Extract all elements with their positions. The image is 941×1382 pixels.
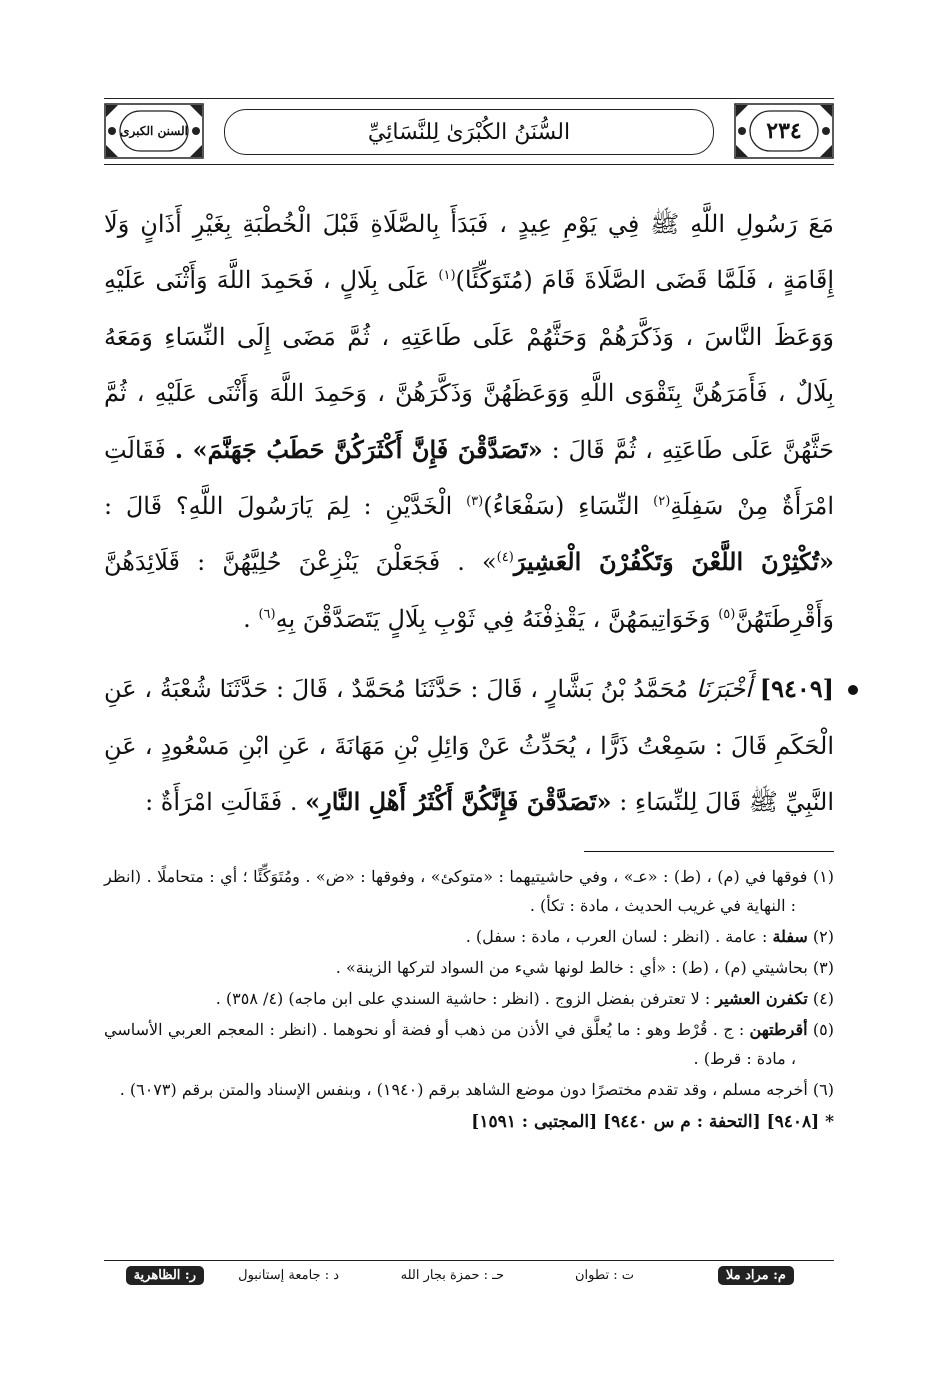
footnote-6: (٦) أخرجه مسلم ، وقد تقدم مختصرًا دون موضع الشاهد برقم (١٩٤٠) ، وبنفس الإسناد والمتن برقم (٦٠٧٣) .	[119, 1080, 834, 1099]
footnote-separator	[584, 851, 834, 852]
footnote-mark: (٤)	[496, 550, 514, 566]
footer-rule	[104, 1260, 834, 1261]
manuscript-key	[104, 1262, 834, 1292]
book-emblem: السنن الكبرى	[120, 124, 188, 138]
bullet-icon	[848, 685, 858, 695]
footnote-mark: (٦)	[258, 606, 276, 622]
footnote-mark: (٥)	[718, 606, 736, 622]
hadith-paragraph-2: [٩٤٠٩] أَخْبَرَنَا مُحَمَّدُ بْنُ بَشَّارٍ ، قَالَ : حَدَّثَنَا مُحَمَّدٌ ، قَالَ : حَدَّثَنَا شُعْبَةُ ، عَنِ الْحَكَمِ قَالَ : سَمِعْتُ ذَرًّا ، يُحَدِّثُ عَنْ وَائِلِ بْنِ مَهَانَةَ ، عَنِ ابْنِ مَسْعُودٍ ، عَنِ النَّبِيِّ ﷺ قَالَ لِلنِّسَاءِ : «تَصَدَّقْنَ فَإِنَّكُنَّ أَكْثَرُ أَهْلِ النَّارِ» . فَقَالَتِ امْرَأَةٌ :	[104, 661, 834, 830]
main-text	[104, 196, 834, 830]
prophet-saying: «تَصَدَّقْنَ فَإِنَّ أَكْثَرَكُنَّ حَطَبُ جَهَنَّمَ» .	[174, 434, 543, 464]
footnote-1: (١) فوقها في (م) ، (ط) : «عـ» ، وفي حاشيتيهما : «متوكئ» ، وفوقها : «ض» . ومُتَوَكِّئًا ؛ أي : متحاملًا . (انظر : النهاية في غريب الحديث ، مادة : تكأ) .	[104, 867, 834, 915]
footnote-mark: (٢)	[653, 494, 671, 510]
footnote-5: (٥) أقرطتهن : ج . قُرْط وهو : ما يُعلَّق في الأذن من ذهب أو فضة أو نحوهما . (انظر : المعجم العربي الأساسي ، مادة : قرط) .	[104, 1020, 834, 1068]
manuscript-h: حـ : حمزة بجار الله	[400, 1268, 504, 1283]
header-bottom-rule	[104, 164, 834, 165]
prophet-saying: «تَصَدَّقْنَ فَإِنَّكُنَّ أَكْثَرُ أَهْلِ النَّارِ»	[305, 787, 612, 817]
footnote-2: (٢) سفلة : عامة . (انظر : لسان العرب ، مادة : سفل) .	[465, 927, 834, 946]
akhbarana-word: أَخْبَرَنَا	[695, 675, 752, 704]
manuscript-d: د : جامعة إستانبول	[238, 1268, 339, 1283]
hadith-paragraph-1: مَعَ رَسُولِ اللَّهِ ﷺ فِي يَوْمِ عِيدٍ ، فَبَدَأَ بِالصَّلَاةِ قَبْلَ الْخُطْبَةِ بِغَيْرِ أَذَانٍ وَلَا إِقَامَةٍ ، فَلَمَّا قَضَى الصَّلَاةَ قَامَ (مُتَوَكِّئًا)$^{(١)}$ عَلَى بِلَالٍ ، فَحَمِدَ اللَّهَ وَأَثْنَى عَلَيْهِ وَوَعَظَ النَّاسَ ، وَذَكَّرَهُمْ وَحَثَّهُمْ عَلَى طَاعَتِهِ ، ثُمَّ مَضَى إِلَى النِّسَاءِ وَمَعَهُ بِلَالٌ ، فَأَمَرَهُنَّ بِتَقْوَى اللَّهِ وَوَعَظَهُنَّ وَذَكَّرَهُنَّ ، وَحَمِدَ اللَّهَ وَأَثْنَى عَلَيْهِ ، ثُمَّ حَثَّهُنَّ عَلَى طَاعَتِهِ ، ثُمَّ قَالَ : «تَصَدَّقْنَ فَإِنَّ أَكْثَرَكُنَّ حَطَبُ جَهَنَّمَ» . فَقَالَتِ امْرَأَةٌ مِنْ سَفِلَةِ$^{(٢)}$ النِّسَاءِ (سَفْعَاءُ)$^{(٣)}$ الْخَدَّيْنِ : لِمَ يَارَسُولَ اللَّهِ؟ قَالَ : «تُكْثِرْنَ اللَّعْنَ وَتَكْفُرْنَ الْعَشِيرَ$^{(٤)}$» . فَجَعَلْنَ يَنْزِعْنَ حُلِيَّهُنَّ : قَلَائِدَهُنَّ وَأَقْرِطَتَهُنَّ$^{(٥)}$ وَخَوَاتِيمَهُنَّ ، يَقْذِفْنَهُ فِي ثَوْبِ بِلَالٍ يَتَصَدَّقْنَ بِهِ$^{(٦)}$ .	[104, 210, 835, 633]
reference-line: * [٩٤٠٨] [التحفة : م س ٩٤٤٠] [المجتبى : ١٥٩١]	[471, 1112, 834, 1132]
page-number: ٢٣٤	[766, 118, 802, 144]
footnote-4: (٤) تكفرن العشير : لا تعترفن بفضل الزوج . (انظر : حاشية السندي على ابن ماجه) (٤/ ٣٥٨) .	[215, 989, 834, 1008]
page-header	[104, 99, 834, 163]
footnote-3: (٣) بحاشيتي (م) ، (ط) : «أي : خالط لونها شيء من السواد لتركها الزينة» .	[335, 958, 834, 977]
manuscript-m-badge: م: مراد ملا	[718, 1266, 794, 1285]
footnote-mark: (٣)	[466, 494, 484, 510]
footnote-mark: (١)	[438, 268, 456, 284]
book-title: السُّنَنُ الكُبْرَىٰ لِلنَّسَائِيِّ	[224, 109, 714, 155]
manuscript-t: ت : تطوان	[574, 1268, 634, 1283]
prophet-saying: «تُكْثِرْنَ اللَّعْنَ وَتَكْفُرْنَ الْعَشِيرَ	[513, 547, 834, 577]
hadith-number: [٩٤٠٩]	[759, 674, 834, 704]
header-top-rule	[104, 98, 834, 99]
manuscript-r-badge: ر: الظاهرية	[126, 1266, 204, 1285]
footnotes	[104, 862, 834, 1139]
